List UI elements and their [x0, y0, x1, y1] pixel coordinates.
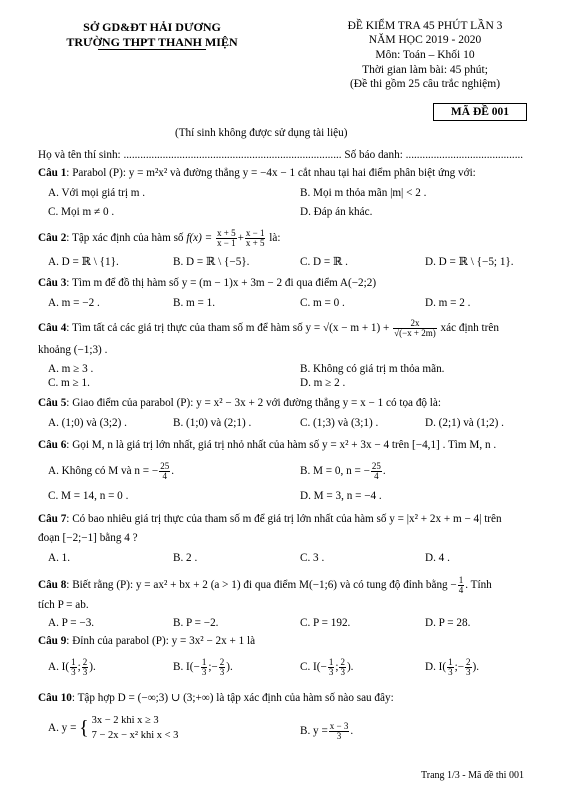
- q5-option-d[interactable]: D. (2;1) và (1;2) .: [425, 417, 504, 429]
- q4-option-b[interactable]: B. Không có giá trị m thỏa mãn.: [300, 363, 445, 375]
- question-text: : Giao điểm của parabol (P): y = x² − 3x + 2 với đường thẳng y = x − 1 có tọa độ là:: [66, 397, 441, 409]
- q2-option-b[interactable]: B. D = ℝ \ {−5}.: [173, 256, 250, 268]
- q7-option-d[interactable]: D. 4 .: [425, 552, 450, 564]
- question-text: : Gọi M, n là giá trị lớn nhất, giá trị nhỏ nhất của hàm số y = x² + 3x − 4 trên [−4,1] . Tìm M, n .: [66, 439, 497, 451]
- exam-code-box: MÃ ĐỀ 001: [433, 103, 527, 121]
- q8-option-d[interactable]: D. P = 28.: [425, 617, 471, 629]
- q10-option-a[interactable]: A. y = { 3x − 2 khi x ≥ 3 7 − 2x − x² khi x < 3: [48, 715, 179, 741]
- q2-option-d[interactable]: D. D = ℝ \ {−5; 1}.: [425, 256, 514, 268]
- q4-option-c[interactable]: C. m ≥ 1.: [48, 377, 90, 389]
- fraction: $\frac{25}{4}$: [371, 461, 381, 481]
- q6-option-d[interactable]: D. M = 3, n = −4 .: [300, 490, 382, 502]
- q3-option-a[interactable]: A. m = −2 .: [48, 297, 100, 309]
- no-documents-note: (Thí sinh không được sử dụng tài liệu): [175, 127, 348, 139]
- question-1: [38, 166, 476, 180]
- question-10: [38, 691, 394, 705]
- question-6: [38, 438, 496, 452]
- question-9: [38, 634, 255, 648]
- exam-time: Thời gian làm bài: 45 phút;: [362, 64, 488, 76]
- q9-option-c[interactable]: C. I(− $\frac{1}{3}$ ; $\frac{2}{3}$ ).: [300, 657, 354, 677]
- fraction: $\frac{x - 3}{3}$: [329, 721, 349, 741]
- fraction: $\frac{1}{3}$: [201, 657, 207, 677]
- department-name: SỞ GD&ĐT HẢI DƯƠNG: [83, 20, 221, 34]
- question-label: Câu 6: [38, 439, 67, 451]
- q1-option-c[interactable]: C. Mọi m ≠ 0 .: [48, 206, 115, 218]
- question-text: : Đỉnh của parabol (P): y = 3x² − 2x + 1 là: [66, 635, 256, 647]
- question-label: Câu 3: [38, 277, 67, 289]
- fraction: $\frac{2}{3}$: [466, 657, 471, 677]
- q4-option-d[interactable]: D. m ≥ 2 .: [300, 377, 346, 389]
- fraction: $\frac{2}{3}$: [82, 657, 88, 677]
- fraction: $\frac{1}{3}$: [448, 657, 453, 677]
- fraction: $\frac{2x}{√(-x + 2m)}$: [394, 318, 436, 338]
- question-text: : Tìm m để đồ thị hàm số y = (m − 1)x + 3m − 2 đi qua điểm A(−2;2): [66, 277, 377, 289]
- q9-option-d[interactable]: D. I( $\frac{1}{3}$ ;− $\frac{2}{3}$ ).: [425, 657, 480, 677]
- question-label: Câu 1: [38, 167, 67, 179]
- q6-option-a[interactable]: A. Không có M và n = − $\frac{25}{4}$ .: [48, 461, 174, 481]
- q9-option-a[interactable]: A. I( $\frac{1}{3}$ ; $\frac{2}{3}$ ).: [48, 657, 96, 677]
- fraction: $\frac{1}{3}$: [328, 657, 334, 677]
- question-5: [38, 396, 441, 410]
- q2-option-a[interactable]: A. D = ℝ \ {1}.: [48, 256, 119, 268]
- fraction: $\frac{2}{3}$: [219, 657, 225, 677]
- page-footer: Trang 1/3 - Mã đề thi 001: [421, 770, 524, 781]
- question-label: Câu 4: [38, 322, 67, 335]
- q3-option-d[interactable]: D. m = 2 .: [425, 297, 471, 309]
- q2-option-c[interactable]: C. D = ℝ .: [300, 256, 348, 268]
- question-4-line-2: khoảng (−1;3) .: [38, 344, 108, 356]
- question-text: : Tập hợp D = (−∞;3) ∪ (3;+∞) là tập xác định của hàm số nào sau đây:: [71, 692, 394, 704]
- q6-option-b[interactable]: B. M = 0, n = − $\frac{25}{4}$ .: [300, 461, 386, 481]
- q1-option-d[interactable]: D. Đáp án khác.: [300, 206, 373, 218]
- subject: Môn: Toán – Khối 10: [375, 49, 475, 61]
- question-4: Câu 4: Tìm tất cả các giá trị thực của tham số m để hàm số y = √(x − m + 1) + $\frac{2x}{√(-x + 2m)}$ xác định trên: [38, 318, 499, 338]
- school-name: TRƯỜNG THPT THANH MIỆN: [66, 35, 238, 49]
- school-year: NĂM HỌC 2019 - 2020: [368, 34, 482, 46]
- function-name: f(x) =: [186, 232, 213, 245]
- q5-option-b[interactable]: B. (1;0) và (2;1) .: [173, 417, 252, 429]
- question-text: : Có bao nhiêu giá trị thực của tham số m để giá trị lớn nhất của hàm số y = |x² + 2x + m − 4| trên: [66, 513, 502, 525]
- question-text: : Parabol (P): y = m²x² và đường thẳng y = −4x − 1 cắt nhau tại hai điểm phân biệt ứng với:: [66, 167, 476, 179]
- q5-option-c[interactable]: C. (1;3) và (3;1) .: [300, 417, 379, 429]
- question-text: : Tìm tất cả các giá trị thực của tham số m để hàm số y = √(x − m + 1) +: [66, 322, 390, 335]
- q3-option-c[interactable]: C. m = 0 .: [300, 297, 345, 309]
- question-7: [38, 512, 502, 526]
- question-text: : Tập xác định của hàm số: [66, 232, 184, 245]
- question-3: [38, 276, 376, 290]
- fraction: $\frac{25}{4}$: [160, 461, 170, 481]
- question-label: Câu 8: [38, 579, 67, 592]
- question-label: Câu 10: [38, 692, 72, 704]
- q8-option-c[interactable]: C. P = 192.: [300, 617, 351, 629]
- questions-note: (Đề thi gồm 25 câu trắc nghiệm): [349, 78, 501, 90]
- question-label: Câu 2: [38, 232, 67, 245]
- fraction: $\frac{x - 1}{x + 5}$: [245, 228, 265, 248]
- question-2: Câu 2: Tập xác định của hàm số f(x) = $\frac{x + 5}{x - 1}$ + $\frac{x - 1}{x + 5}$ là:: [38, 228, 281, 248]
- q9-option-b[interactable]: B. I(− $\frac{1}{3}$ ;− $\frac{2}{3}$ ).: [173, 657, 233, 677]
- q7-option-c[interactable]: C. 3 .: [300, 552, 325, 564]
- question-7-line-2: đoạn [−2;−1] bằng 4 ?: [38, 532, 138, 544]
- fraction: $\frac{1}{3}$: [71, 657, 76, 677]
- exam-title: ĐỀ KIỂM TRA 45 PHÚT LẦN 3: [347, 20, 503, 32]
- q5-option-a[interactable]: A. (1;0) và (3;2) .: [48, 417, 127, 429]
- q8-option-a[interactable]: A. P = −3.: [48, 617, 95, 629]
- q7-option-b[interactable]: B. 2 .: [173, 552, 198, 564]
- q3-option-b[interactable]: B. m = 1.: [173, 297, 216, 309]
- q6-option-c[interactable]: C. M = 14, n = 0 .: [48, 490, 129, 502]
- question-label: Câu 9: [38, 635, 67, 647]
- header-underline: [98, 49, 206, 50]
- question-text: : Biết rằng (P): y = ax² + bx + 2 (a > 1) đi qua điểm M(−1;6) và có tung độ đỉnh bằng −: [66, 579, 457, 592]
- fraction: $\frac{2}{3}$: [340, 657, 345, 677]
- q1-option-b[interactable]: B. Mọi m thỏa mãn |m| < 2 .: [300, 187, 427, 199]
- question-label: Câu 5: [38, 397, 67, 409]
- brace: {: [79, 717, 89, 739]
- q8-option-b[interactable]: B. P = −2.: [173, 617, 219, 629]
- fraction: $\frac{x + 5}{x - 1}$: [217, 228, 236, 248]
- q10-option-b[interactable]: B. y = $\frac{x - 3}{3}$ .: [300, 721, 354, 741]
- question-8: Câu 8: Biết rằng (P): y = ax² + bx + 2 (a > 1) đi qua điểm M(−1;6) và có tung độ đỉnh bằng − $\frac{1}{4}$ . Tính: [38, 575, 492, 595]
- q1-option-a[interactable]: A. Với mọi giá trị m .: [48, 187, 146, 199]
- q4-option-a[interactable]: A. m ≥ 3 .: [48, 363, 94, 375]
- q7-option-a[interactable]: A. 1.: [48, 552, 71, 564]
- candidate-info-line: Họ và tên thí sinh: .............................................................................. Số báo danh: ..........................................: [38, 149, 524, 161]
- fraction: $\frac{1}{4}$: [458, 575, 464, 595]
- question-8-line-2: tích P = ab.: [38, 599, 89, 611]
- question-label: Câu 7: [38, 513, 67, 525]
